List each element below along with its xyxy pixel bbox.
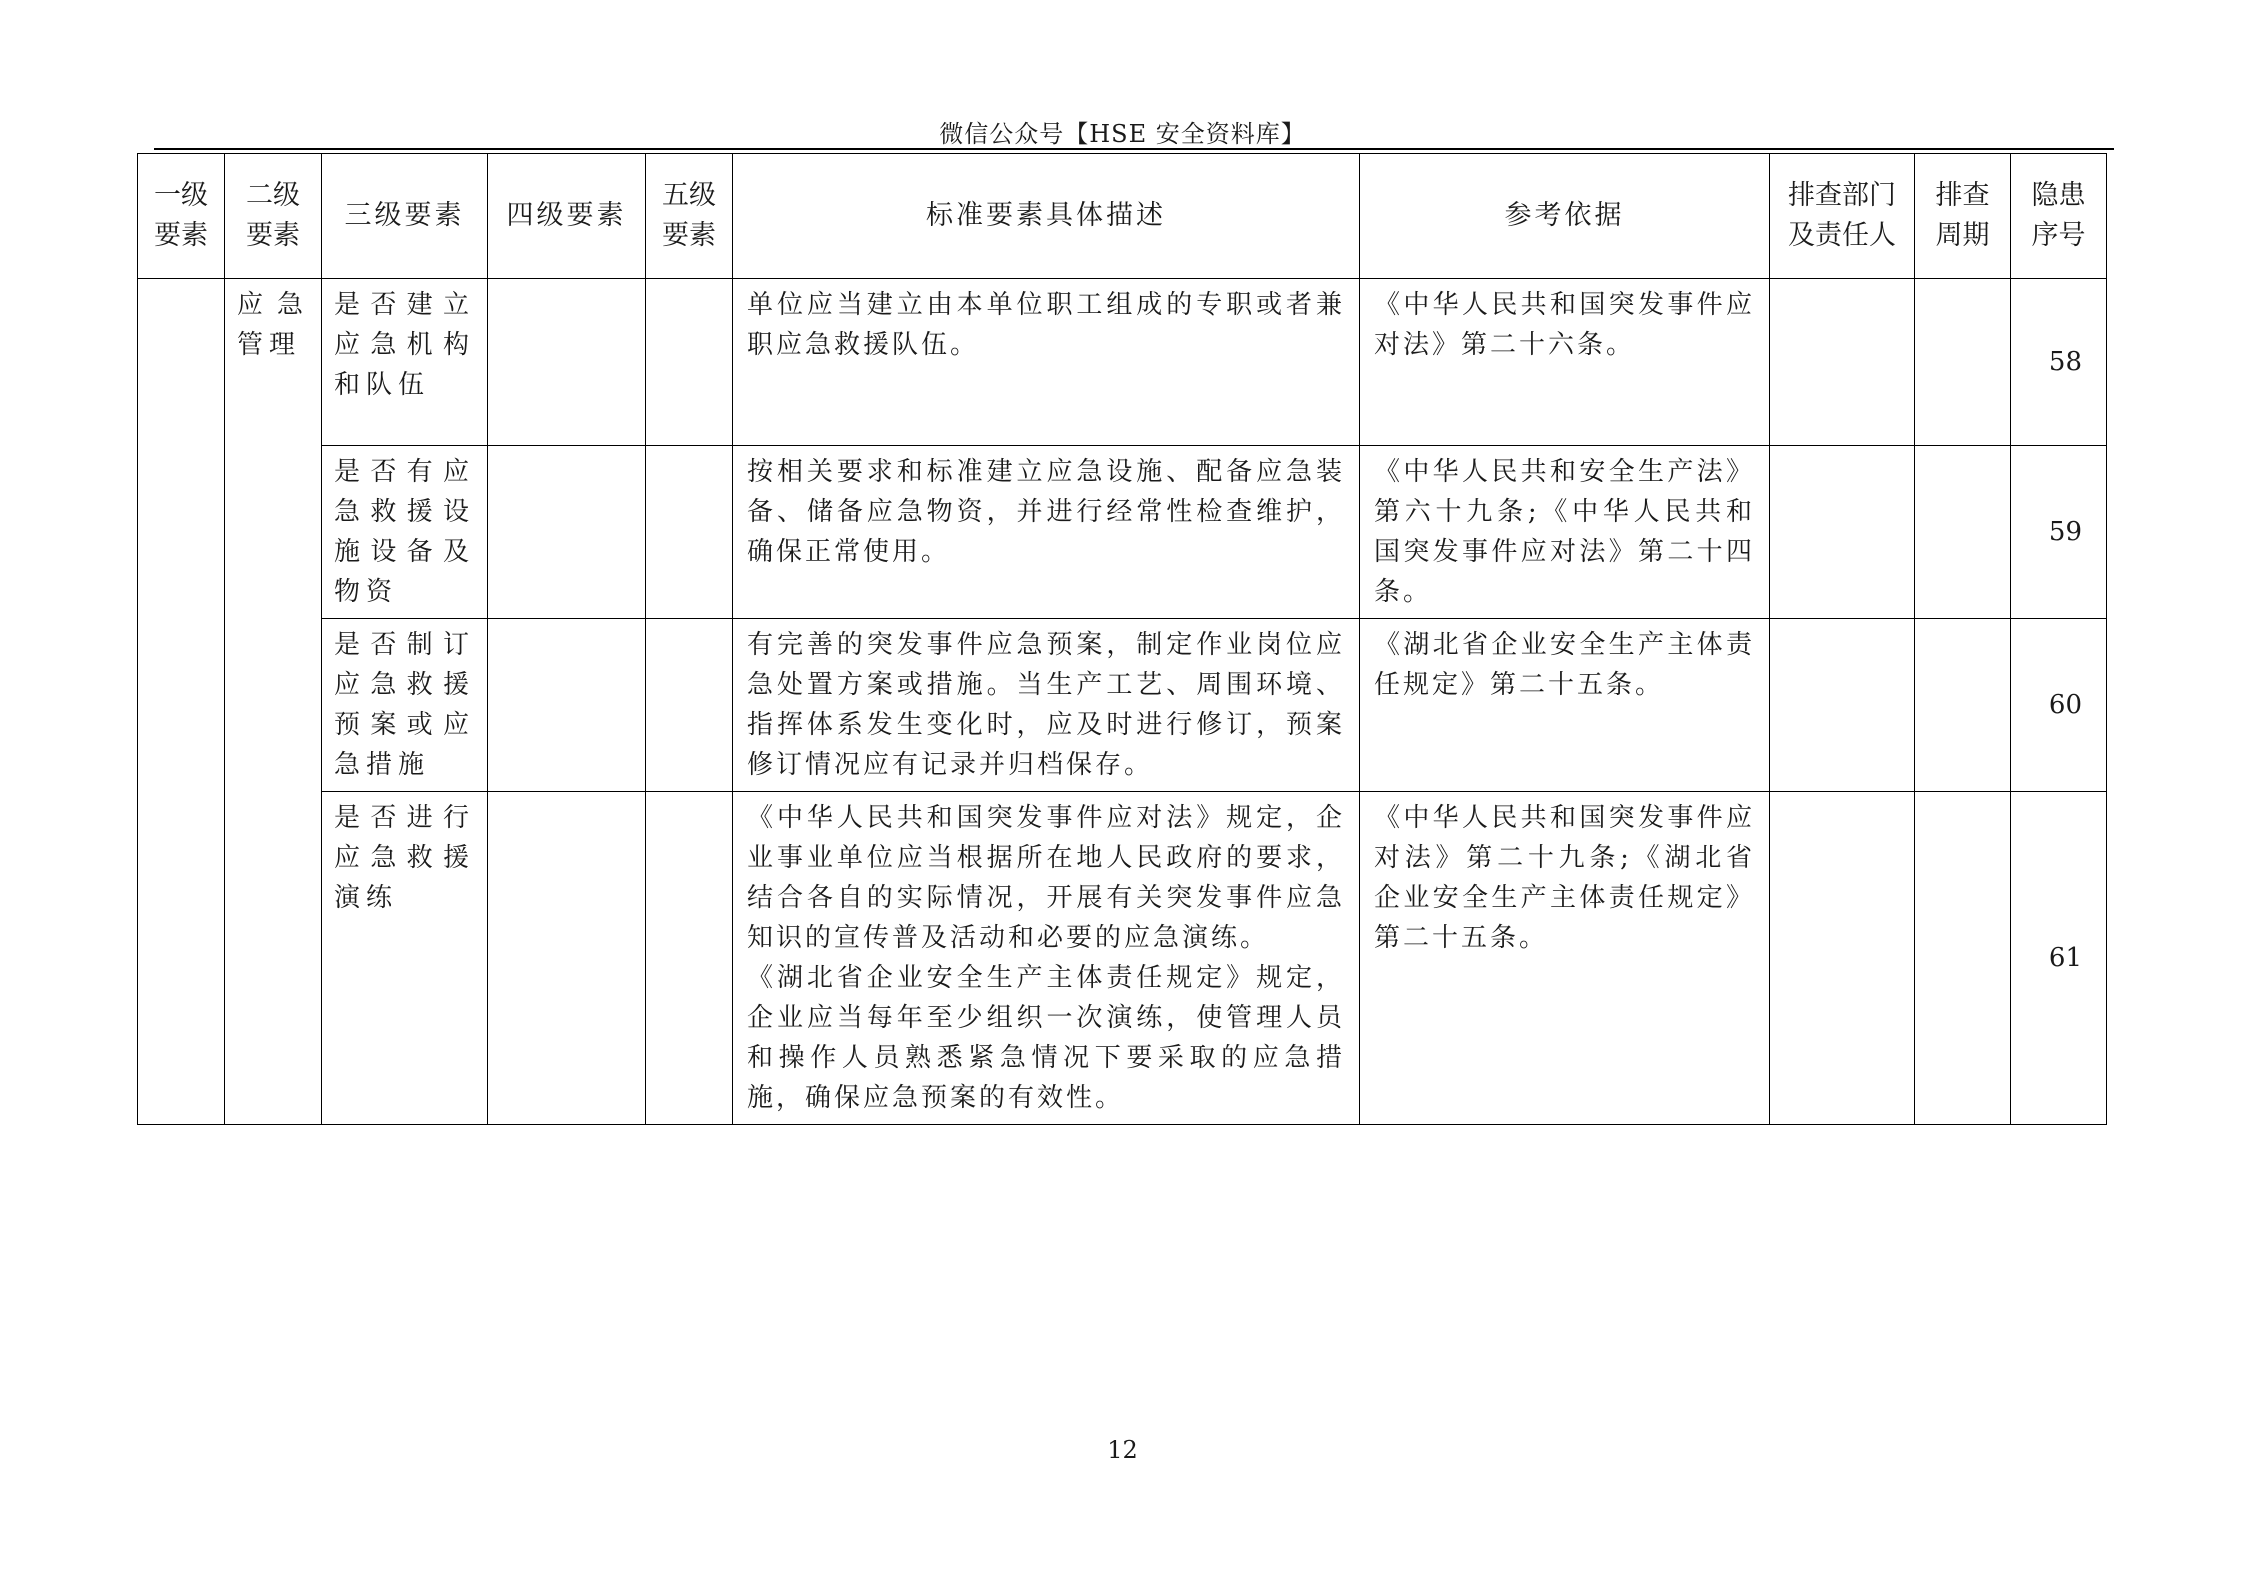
level3-label: 是否有应急救援设施设备及物资 — [334, 457, 475, 607]
col-header-department: 排查部门 及责任人 — [1770, 154, 1915, 279]
hazard-inspection-table — [137, 153, 2107, 1125]
cycle-cell — [1915, 446, 2011, 619]
department-cell — [1770, 619, 1915, 792]
basis-text: 《中华人民共和国突发事件应对法》第二十九条;《湖北省企业安全生产主体责任规定》第二十五条。 — [1374, 803, 1755, 953]
hazard-seq: 59 — [2011, 446, 2107, 619]
description-text: 按相关要求和标准建立应急设施、配备应急装备、储备应急物资，并进行经常性检查维护，确保正常使用。 — [747, 457, 1345, 567]
department-cell — [1770, 279, 1915, 446]
level2-label: 应急管理 — [237, 290, 309, 360]
department-cell — [1770, 446, 1915, 619]
cycle-cell — [1915, 279, 2011, 446]
table-row — [138, 619, 2107, 792]
level5-cell — [646, 446, 733, 619]
level1-cell — [138, 279, 225, 1125]
level4-cell — [488, 792, 646, 1125]
table-header-row — [138, 154, 2107, 279]
level3-label: 是否制订应急救援预案或应急措施 — [334, 630, 475, 780]
basis-text: 《中华人民共和国突发事件应对法》第二十六条。 — [1374, 290, 1755, 360]
hazard-seq: 61 — [2011, 792, 2107, 1125]
table-row — [138, 446, 2107, 619]
level5-cell — [646, 792, 733, 1125]
table-row — [138, 792, 2107, 1125]
col-header-level4: 四级要素 — [488, 154, 646, 279]
col-header-description: 标准要素具体描述 — [733, 154, 1360, 279]
description-text: 《中华人民共和国突发事件应对法》规定，企业事业单位应当根据所在地人民政府的要求，结合各自的实际情况，开展有关突发事件应急知识的宣传普及活动和必要的应急演练。 《湖北省企业安全生产主体责任规定》规定，企业应当每年至少组织一次演练，使管理人员和操作人员熟悉紧急情况下要采取的应急措施，确保应急预案的有效性。 — [747, 803, 1345, 1113]
basis-text: 《中华人民共和安全生产法》第六十九条;《中华人民共和国突发事件应对法》第二十四条。 — [1374, 457, 1755, 607]
header-rule — [154, 148, 2114, 150]
description-text: 有完善的突发事件应急预案，制定作业岗位应急处置方案或措施。当生产工艺、周围环境、指挥体系发生变化时，应及时进行修订，预案修订情况应有记录并归档保存。 — [747, 630, 1345, 780]
col-header-level3: 三级要素 — [322, 154, 488, 279]
level3-label: 是否进行应急救援演练 — [334, 803, 475, 913]
level5-cell — [646, 619, 733, 792]
col-header-level2: 二级 要素 — [225, 154, 322, 279]
level4-cell — [488, 619, 646, 792]
level3-label: 是否建立应急机构和队伍 — [334, 290, 475, 400]
page-header-title: 微信公众号【HSE 安全资料库】 — [939, 120, 1306, 148]
cycle-cell — [1915, 792, 2011, 1125]
level4-cell — [488, 446, 646, 619]
col-header-seq: 隐患 序号 — [2011, 154, 2107, 279]
basis-text: 《湖北省企业安全生产主体责任规定》第二十五条。 — [1374, 630, 1755, 700]
level2-cell — [225, 279, 322, 1125]
hazard-seq: 60 — [2011, 619, 2107, 792]
col-header-level5: 五级 要素 — [646, 154, 733, 279]
col-header-cycle: 排查 周期 — [1915, 154, 2011, 279]
level4-cell — [488, 279, 646, 446]
level5-cell — [646, 279, 733, 446]
col-header-level1: 一级 要素 — [138, 154, 225, 279]
department-cell — [1770, 792, 1915, 1125]
table-row — [138, 279, 2107, 446]
hazard-seq: 58 — [2011, 279, 2107, 446]
col-header-basis: 参考依据 — [1360, 154, 1770, 279]
description-text: 单位应当建立由本单位职工组成的专职或者兼职应急救援队伍。 — [747, 290, 1345, 360]
cycle-cell — [1915, 619, 2011, 792]
page-number: 12 — [1107, 1436, 1138, 1464]
